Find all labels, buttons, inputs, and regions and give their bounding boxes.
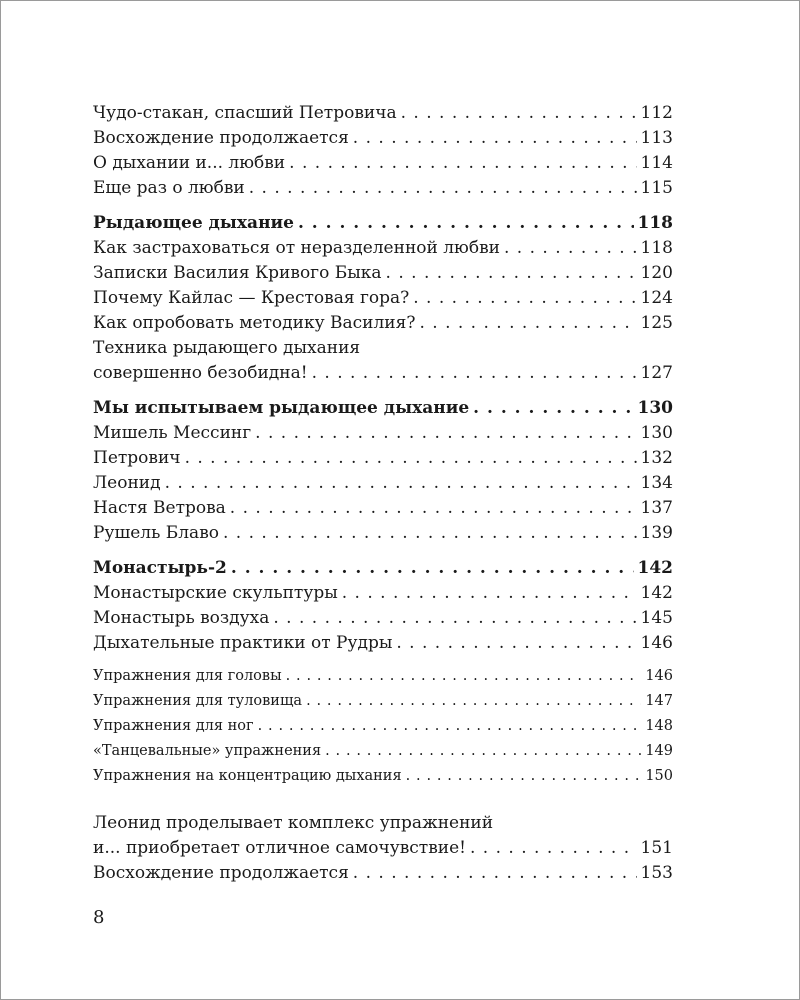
toc-entry-page: 139 — [640, 523, 673, 543]
toc-entry-title-line1: Леонид проделывает комплекс упражнений — [93, 813, 494, 833]
leader-dots — [473, 396, 633, 421]
toc-entry-page: 114 — [640, 153, 673, 173]
toc-entry — [93, 286, 673, 311]
toc-entry-title: Дыхательные практики от Рудры — [93, 633, 393, 653]
toc-entry-page: 132 — [640, 448, 673, 468]
toc-entry-title: Почему Кайлас — Крестовая гора? — [93, 288, 410, 308]
toc-entry-title: Монастырь-2 — [93, 558, 227, 578]
toc-entry-title: Как застраховаться от неразделенной любви — [93, 238, 500, 258]
toc-entry-page: 150 — [645, 768, 673, 784]
leader-dots — [396, 631, 636, 656]
toc-entry — [93, 361, 673, 386]
toc-subentry — [93, 689, 673, 714]
toc-entry-page: 130 — [640, 423, 673, 443]
toc-entry-title: Восхождение продолжается — [93, 128, 349, 148]
toc-entry-title: Чудо-стакан, спасший Петровича — [93, 103, 397, 123]
toc-entry-page: 112 — [640, 103, 673, 123]
leader-dots — [249, 176, 637, 201]
leader-dots — [230, 496, 637, 521]
toc-entry-page: 149 — [645, 743, 673, 759]
toc-entry — [93, 471, 673, 496]
toc-entry-title: Записки Василия Кривого Быка — [93, 263, 382, 283]
leader-dots — [386, 261, 637, 286]
toc-entry-page: 137 — [640, 498, 673, 518]
toc-entry — [93, 606, 673, 631]
toc-entry — [93, 496, 673, 521]
toc-entry-page: 113 — [640, 128, 673, 148]
leader-dots — [165, 471, 637, 496]
toc-entry-title: Еще раз о любви — [93, 178, 245, 198]
leader-dots — [419, 311, 636, 336]
leader-dots — [353, 861, 637, 886]
toc-entry-page: 134 — [640, 473, 673, 493]
leader-dots — [306, 689, 641, 714]
toc-entry-page: 115 — [640, 178, 673, 198]
toc-entry-title: Упражнения для туловища — [93, 693, 303, 709]
toc-entry-title: Рушель Блаво — [93, 523, 219, 543]
toc-entry-title: «Танцевальные» упражнения — [93, 743, 322, 759]
toc-entry-title: Монастырь воздуха — [93, 608, 270, 628]
toc-entry-title: Мы испытываем рыдающее дыхание — [93, 398, 470, 418]
table-of-contents — [93, 101, 673, 886]
toc-entry — [93, 236, 673, 261]
toc-entry-title: Упражнения для головы — [93, 668, 282, 684]
toc-entry-page: 118 — [637, 213, 673, 233]
toc-entry-title: Петрович — [93, 448, 181, 468]
toc-entry-page: 127 — [640, 363, 673, 383]
leader-dots — [185, 446, 637, 471]
toc-entry-page: 147 — [645, 693, 673, 709]
leader-dots — [289, 151, 636, 176]
toc-entry-page: 146 — [640, 633, 673, 653]
toc-entry-page: 124 — [640, 288, 673, 308]
leader-dots — [298, 211, 634, 236]
toc-entry-title: и... приобретает отличное самочувствие! — [93, 838, 466, 858]
toc-entry — [93, 631, 673, 656]
toc-entry-title: О дыхании и... любви — [93, 153, 286, 173]
toc-entry-title: Упражнения на концентрацию дыхания — [93, 768, 402, 784]
toc-subentry — [93, 739, 673, 764]
leader-dots — [258, 714, 642, 739]
leader-dots — [286, 664, 642, 689]
toc-entry — [93, 581, 673, 606]
leader-dots — [231, 556, 634, 581]
leader-dots — [353, 126, 637, 151]
toc-entry-title: Упражнения для ног — [93, 718, 254, 734]
toc-entry-title: Настя Ветрова — [93, 498, 226, 518]
toc-entry-title: Рыдающее дыхание — [93, 213, 294, 233]
toc-entry — [93, 176, 673, 201]
toc-entry-page: 142 — [640, 583, 673, 603]
toc-entry-title: Восхождение продолжается — [93, 863, 349, 883]
toc-entry-title: Как опробовать методику Василия? — [93, 313, 416, 333]
toc-entry — [93, 126, 673, 151]
toc-entry — [93, 421, 673, 446]
leader-dots — [255, 421, 636, 446]
leader-dots — [273, 606, 636, 631]
toc-entry — [93, 521, 673, 546]
toc-entry-page: 142 — [637, 558, 673, 578]
toc-entry — [93, 861, 673, 886]
page-number: 8 — [93, 907, 105, 928]
toc-section-heading — [93, 556, 673, 581]
toc-entry-page: 146 — [645, 668, 673, 684]
toc-entry-page: 130 — [637, 398, 673, 418]
toc-section-heading — [93, 211, 673, 236]
toc-entry — [93, 446, 673, 471]
toc-entry-page: 151 — [640, 838, 673, 858]
toc-subentry — [93, 714, 673, 739]
toc-subentry — [93, 664, 673, 689]
toc-entry-page: 118 — [640, 238, 673, 258]
leader-dots — [342, 581, 637, 606]
toc-subentry — [93, 764, 673, 789]
toc-entry — [93, 311, 673, 336]
toc-entry-title: Монастырские скульптуры — [93, 583, 338, 603]
toc-entry — [93, 261, 673, 286]
toc-entry-title: совершенно безобидна! — [93, 363, 308, 383]
leader-dots — [325, 739, 641, 764]
toc-entry — [93, 101, 673, 126]
toc-entry-page: 120 — [640, 263, 673, 283]
toc-entry-title: Мишель Мессинг — [93, 423, 252, 443]
toc-entry-page: 125 — [640, 313, 673, 333]
toc-section-heading — [93, 396, 673, 421]
toc-entry-page: 145 — [640, 608, 673, 628]
toc-entry-page: 148 — [645, 718, 673, 734]
leader-dots — [401, 101, 637, 126]
leader-dots — [406, 764, 642, 789]
leader-dots — [413, 286, 636, 311]
leader-dots — [470, 836, 637, 861]
leader-dots — [504, 236, 637, 261]
leader-dots — [223, 521, 637, 546]
leader-dots — [312, 361, 637, 386]
toc-entry-page: 153 — [640, 863, 673, 883]
toc-entry-title: Леонид — [93, 473, 161, 493]
toc-entry-title-line1: Техника рыдающего дыхания — [93, 338, 361, 358]
toc-entry — [93, 836, 673, 861]
toc-entry — [93, 151, 673, 176]
